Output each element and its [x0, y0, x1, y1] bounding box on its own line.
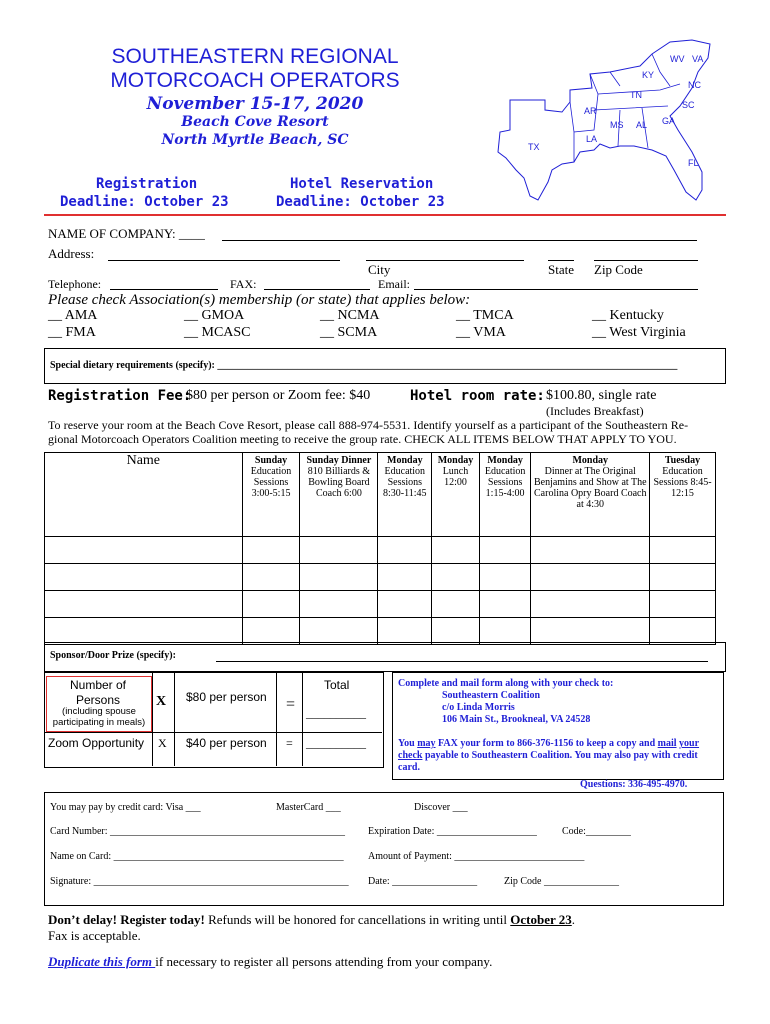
map-label-sc: SC — [682, 100, 695, 110]
title-line-1: SOUTHEASTERN REGIONAL — [111, 45, 399, 68]
map-label-tn: TN — [630, 90, 642, 100]
map-label-la: LA — [586, 134, 598, 144]
col-detail: Education Sessions 1:15-4:00 — [484, 466, 526, 499]
company-name-text: NAME OF COMPANY: ____ — [48, 226, 205, 241]
membership-fma[interactable]: __ FMA — [48, 325, 96, 340]
check-cell[interactable] — [479, 618, 531, 645]
refund-date: October 23 — [510, 912, 572, 927]
includes-breakfast: (Includes Breakfast) — [546, 404, 644, 418]
zip-label: Zip Code — [594, 262, 643, 277]
col-day: Monday — [437, 455, 474, 466]
fax-acceptable: Fax is acceptable. — [48, 928, 141, 943]
fax-instructions — [398, 738, 718, 774]
registration-fee-text: $80 per person or Zoom fee: $40 — [186, 388, 371, 403]
col-monday-sessions-pm — [479, 453, 531, 537]
company-name-label — [48, 226, 205, 242]
col-day: Sunday Dinner — [306, 455, 372, 466]
membership-gmoa[interactable]: __ GMOA — [184, 308, 245, 323]
check-cell[interactable] — [479, 564, 531, 591]
multiply-sign: X — [156, 694, 167, 709]
col-monday-dinner — [531, 453, 650, 537]
check-cell[interactable] — [300, 564, 378, 591]
footer-duplicate — [48, 954, 492, 970]
mastercard-option[interactable]: MasterCard ___ — [276, 802, 341, 813]
refunds-text: Refunds will be honored for cancellations in writing until — [204, 912, 511, 927]
name-cell[interactable] — [45, 537, 243, 564]
hotel-deadline: Deadline: October 23 — [276, 194, 445, 210]
zip-code-field[interactable]: Zip Code _______________ — [504, 876, 619, 887]
state-field[interactable] — [548, 260, 574, 261]
check-cell[interactable] — [378, 564, 432, 591]
zoom-total-field[interactable]: __________ — [306, 736, 366, 750]
zoom-label: Zoom Opportunity — [48, 736, 145, 750]
name-cell[interactable] — [45, 564, 243, 591]
fax-check: your check — [398, 738, 700, 761]
check-cell[interactable] — [650, 618, 716, 645]
duplicate-link[interactable]: Duplicate this form — [48, 954, 156, 969]
col-tuesday-sessions — [650, 453, 716, 537]
telephone-field[interactable] — [110, 289, 218, 290]
email-label: Email: — [378, 277, 410, 291]
zoom-equals: = — [286, 736, 293, 750]
signature-field[interactable]: Signature: ___________________________________________________ — [50, 876, 349, 887]
col-sunday-sessions — [242, 453, 300, 537]
map-label-wv: WV — [670, 54, 685, 64]
amount-field[interactable]: Amount of Payment: __________________________ — [368, 851, 585, 862]
fax-rest: payable to Southeastern Coalition. You may also pay with credit card. — [398, 750, 698, 773]
map-label-ar: AR — [584, 106, 597, 116]
table-row[interactable] — [45, 564, 716, 591]
sponsor-label: Sponsor/Door Prize (specify): — [50, 650, 176, 661]
check-cell[interactable] — [432, 618, 480, 645]
company-name-field[interactable] — [222, 240, 697, 241]
zoom-multiply: X — [158, 736, 167, 750]
map-label-nc: NC — [688, 80, 701, 90]
table-row[interactable] — [45, 537, 716, 564]
map-label-ms: MS — [610, 120, 624, 130]
col-detail: Education Sessions 3:00-5:15 — [250, 466, 292, 499]
discover-option[interactable]: Discover ___ — [414, 802, 468, 813]
mail-line-1: Complete and mail form along with your check to: — [398, 678, 614, 689]
credit-card-label[interactable]: You may pay by credit card: Visa ___ — [50, 802, 201, 813]
expiration-field[interactable]: Expiration Date: ____________________ — [368, 826, 537, 837]
registration-deadline: Deadline: October 23 — [60, 194, 229, 210]
check-cell[interactable] — [531, 564, 650, 591]
col-monday-lunch — [432, 453, 480, 537]
registration-fee-label: Registration Fee: — [48, 388, 192, 404]
col-sunday-dinner — [300, 453, 378, 537]
check-cell[interactable] — [242, 591, 300, 618]
fax-mid: FAX your form to 866-376-1156 to keep a copy and — [435, 738, 658, 749]
hotel-rate-label: Hotel room rate: — [410, 388, 545, 404]
name-on-card-field[interactable]: Name on Card: ______________________________________________ — [50, 851, 344, 862]
check-cell[interactable] — [242, 564, 300, 591]
code-field[interactable]: Code:_________ — [562, 826, 631, 837]
questions-phone: Questions: 336-495-4970. — [580, 779, 688, 790]
address-field[interactable] — [108, 260, 340, 261]
col-day: Sunday — [254, 455, 288, 466]
col-detail: 810 Billiards & Bowling Board Coach 6:00 — [307, 466, 371, 499]
hotel-rate-text: $100.80, single rate — [546, 388, 657, 403]
zoom-price: $40 per person — [186, 736, 267, 750]
check-cell[interactable] — [432, 537, 480, 564]
total-field[interactable]: __________ — [306, 706, 366, 720]
check-cell[interactable] — [479, 591, 531, 618]
reserve-line-2: gional Motorcoach Operators Coalition meeting to receive the group rate. CHECK ALL ITEMS BELOW THAT APPLY TO YOU. — [48, 432, 677, 446]
check-cell[interactable] — [378, 618, 432, 645]
check-cell[interactable] — [378, 537, 432, 564]
fax-may: may — [417, 738, 436, 749]
city-field[interactable] — [366, 260, 524, 261]
membership-tmca[interactable]: __ TMCA — [456, 308, 514, 323]
total-label: Total — [324, 678, 350, 692]
persons-note: (including spouse participating in meals) — [52, 706, 146, 728]
title-line-2: MOTORCOACH OPERATORS — [110, 69, 400, 92]
map-label-ga: GA — [662, 116, 676, 126]
check-cell[interactable] — [650, 591, 716, 618]
date-field[interactable]: Date: _________________ — [368, 876, 478, 887]
check-cell[interactable] — [432, 564, 480, 591]
check-cell[interactable] — [650, 564, 716, 591]
membership-scma[interactable]: __ SCMA — [320, 325, 378, 340]
check-cell[interactable] — [479, 537, 531, 564]
calc-vline-2 — [174, 672, 175, 766]
address-label: Address: — [48, 246, 95, 261]
membership-kentucky[interactable]: __ Kentucky — [592, 308, 664, 323]
calc-vline-1 — [152, 672, 153, 766]
check-cell[interactable] — [300, 537, 378, 564]
membership-mcasc[interactable]: __ MCASC — [184, 325, 251, 340]
map-label-ky: KY — [642, 70, 655, 80]
sponsor-field[interactable] — [216, 661, 708, 662]
fax-label: FAX: — [230, 277, 257, 291]
city-label: City — [368, 262, 391, 277]
membership-ncma[interactable]: __ NCMA — [320, 308, 380, 323]
period: . — [571, 912, 576, 927]
footer-refunds — [48, 912, 575, 928]
check-cell[interactable] — [650, 537, 716, 564]
dietary-label[interactable]: Special dietary requirements (specify): ____________________________________________________________________________________________ — [50, 360, 678, 371]
col-detail: Dinner at The Original Benjamins and Show at The Carolina Opry Board Coach at 4:30 — [533, 466, 647, 510]
event-city: North Myrtle Beach, SC — [161, 132, 349, 148]
header-divider — [44, 214, 726, 216]
email-field[interactable] — [414, 289, 698, 290]
map-outline — [498, 40, 710, 200]
membership-ama[interactable]: __ AMA — [48, 308, 98, 323]
map-label-fl: FL — [688, 158, 699, 168]
fax-field[interactable] — [264, 289, 370, 290]
calc-vline-3 — [276, 672, 277, 766]
calc-divider — [44, 732, 382, 733]
check-cell[interactable] — [300, 591, 378, 618]
mail-line-2: Southeastern Coalition — [442, 690, 541, 701]
col-detail: Education Sessions 8:30-11:45 — [383, 466, 427, 499]
registration-table — [44, 452, 716, 645]
col-day: Monday — [572, 455, 609, 466]
check-cell[interactable] — [242, 618, 300, 645]
check-cell[interactable] — [531, 591, 650, 618]
check-cell[interactable] — [300, 618, 378, 645]
map-label-va: VA — [692, 54, 704, 64]
membership-west-virginia[interactable]: __ West Virginia — [592, 325, 686, 340]
check-cell[interactable] — [531, 618, 650, 645]
calc-vline-4 — [302, 672, 303, 766]
col-monday-sessions-am — [378, 453, 432, 537]
check-cell[interactable] — [378, 591, 432, 618]
col-detail: Lunch 12:00 — [442, 466, 469, 488]
event-venue: Beach Cove Resort — [181, 114, 329, 130]
col-day: Monday — [487, 455, 523, 466]
membership-vma[interactable]: __ VMA — [456, 325, 506, 340]
southeast-map — [470, 32, 720, 212]
mail-line-3: c/o Linda Morris — [442, 702, 515, 713]
fax-mail: mail — [657, 738, 677, 749]
per-person-price: $80 per person — [186, 690, 267, 704]
zip-field[interactable] — [594, 260, 698, 261]
check-cell[interactable] — [432, 591, 480, 618]
mail-line-4: 106 Main St., Brookneal, VA 24528 — [442, 714, 591, 725]
table-row[interactable] — [45, 618, 716, 645]
check-cell[interactable] — [531, 537, 650, 564]
table-row[interactable] — [45, 591, 716, 618]
persons-label: Number of Persons — [69, 678, 127, 707]
telephone-label: Telephone: — [48, 277, 102, 291]
name-header — [45, 453, 243, 537]
table-header-row — [45, 453, 716, 537]
state-label: State — [548, 262, 574, 277]
event-dates: November 15-17, 2020 — [146, 94, 364, 114]
hotel-label: Hotel Reservation — [290, 176, 434, 192]
name-header-text: Name — [126, 453, 161, 468]
membership-prompt: Please check Association(s) membership (or state) that applies below: — [48, 292, 471, 308]
equals-sign: = — [286, 696, 296, 713]
registration-label: Registration — [96, 176, 198, 192]
duplicate-text: if necessary to register all persons attending from your company. — [155, 954, 493, 969]
check-cell[interactable] — [242, 537, 300, 564]
col-detail: Education Sessions 8:45-12:15 — [653, 466, 712, 499]
col-day: Monday — [387, 455, 423, 466]
reserve-line-1: To reserve your room at the Beach Cove Resort, please call 888-974-5531. Identify yourself as a participant of the Southeastern Re- — [48, 418, 689, 432]
dont-delay: Don’t delay! Register today! — [48, 912, 205, 927]
name-cell[interactable] — [45, 618, 243, 645]
map-label-al: AL — [636, 120, 648, 130]
fax-pre: You — [398, 738, 418, 749]
col-day: Tuesday — [664, 455, 701, 466]
map-label-tx: TX — [528, 142, 540, 152]
name-cell[interactable] — [45, 591, 243, 618]
card-number-field[interactable]: Card Number: _______________________________________________ — [50, 826, 345, 837]
